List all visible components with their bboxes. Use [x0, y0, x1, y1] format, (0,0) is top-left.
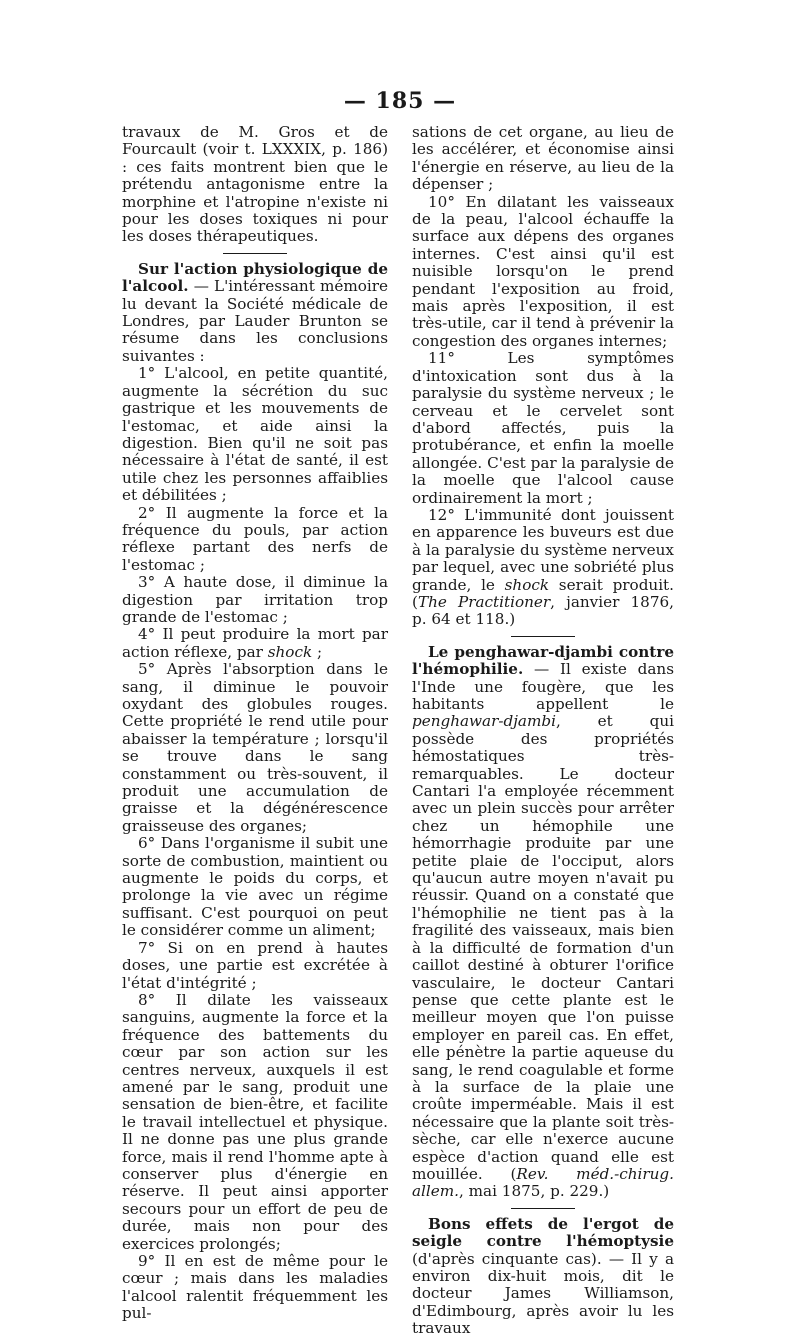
conclusion-10: 10° En dilatant les vaisseaux de la peau, l'alcool échauffe la surface aux dépens des organes internes. C'est ainsi qu'il est nuisible lorsqu'on le prend pendant l'exposition au froid, mais après l'exposition, il est très-utile, car il tend à prévenir la congestion des organes internes; [412, 192, 674, 350]
article-heading-ergot: Bons effets de l'ergot de seigle contre l'hémoptysie [412, 1214, 674, 1251]
journal-title: The Practitioner [417, 592, 551, 611]
article-ergot [412, 1216, 674, 1338]
citation: , mai 1875, p. 229.) [459, 1182, 610, 1201]
conclusion-12 [412, 507, 674, 629]
conclusion-2: 2° Il augmente la force et la fréquence du pouls, par action réflexe partant des nerfs de l'estomac ; [122, 503, 388, 574]
italic-term: shock [267, 642, 313, 661]
article-heading-penghawar: Le penghawar-djambi contre l'hémophilie. [412, 642, 674, 679]
paragraph-continuation: travaux de M. Gros et de Fourcault (voir t. LXXXIX, p. 186) : ces faits montrent bien que le prétendu antagonisme entre la morphine et l'atropine n'existe ni pour les doses toxiques ni pour les doses thérapeutiques. [122, 123, 388, 246]
conclusion-4-text: 4° Il peut produire la mort par action réflexe, par [122, 625, 388, 661]
journal-title: Rev. méd.-chirug. allem. [412, 1164, 674, 1201]
conclusion-6: 6° Dans l'organisme il subit une sorte de combustion, maintient ou augmente le poids du corps, et prolonge la vie avec un régime suffisant. C'est pourquoi on peut le considérer comme un aliment; [122, 834, 388, 940]
article-text-2: , et qui possède des propriétés hémostatiques très-remarquables. Le docteur Cantari l'a employée récemment avec un plein succès pour arrêter chez un hémophile une hémorrhagie produite par une petite plaie de l'occiput, alors qu'aucun autre moyen n'avait pu réussir. Quand on a constaté que l'hémophilie ne tient pas à la fragilité des vaisseaux, mais bien à la difficulté de formation d'un caillot destiné à obturer l'orifice vasculaire, le docteur Cantari pense que cette plante est le meilleur moyen que l'on puisse employer en pareil cas. En effet, elle pénètre la partie aqueuse du sang, le rend coagulable et forme à la surface de la plaie une croûte imperméable. Mais il est nécessaire que la plante soit très-sèche, car elle n'exerce aucune espèce d'action quand elle est mouillée. ( [412, 712, 674, 1183]
page-number: — 185 — [343, 88, 457, 114]
article-text: — Il existe dans l'Inde une fougère, que les habitants appellent le [412, 660, 674, 713]
article-penghawar [412, 644, 674, 1201]
italic-term: penghawar-djambi [412, 712, 556, 731]
conclusion-9: 9° Il en est de même pour le cœur ; mais dans les maladies l'alcool ralentit fréquemment les pul- [122, 1252, 388, 1323]
conclusion-5: 5° Après l'absorption dans le sang, il diminue le pouvoir oxydant des globules rouges. Cette propriété le rend utile pour abaisser la température ; lorsqu'il se trouve dans le sang constamment ou très-souvent, il produit une accumulation de graisse et la dégénérescence graisseuse des organes; [122, 660, 388, 835]
article-alcool [122, 261, 388, 365]
conclusion-12-text-2: serait produit. ( [412, 575, 674, 611]
section-divider [511, 1208, 575, 1209]
paragraph-continuation: sations de cet organe, au lieu de les accélérer, et économise ainsi l'énergie en réserve, au lieu de la dépenser ; [412, 123, 674, 194]
left-column [122, 124, 388, 1323]
conclusion-4 [122, 626, 388, 661]
conclusion-7: 7° Si on en prend à hautes doses, une partie est excrétée à l'état d'intégrité ; [122, 938, 388, 992]
article-heading-alcool: Sur l'action physiologique de l'alcool. [122, 259, 388, 296]
article-intro: — L'intéressant mémoire lu devant la Société médicale de Londres, par Lauder Brunton se résume dans les conclusions suivantes : [122, 277, 388, 365]
conclusion-11: 11° Les symptômes d'intoxication sont dus à la paralysie du système nerveux ; le cerveau et le cervelet sont d'abord affectés, puis la protubérance, et enfin la moelle allongée. C'est par la paralysie de la moelle que l'alcool cause ordinairement la mort ; [412, 349, 674, 507]
citation: , janvier 1876, p. 64 et 118.) [412, 592, 674, 629]
section-divider [511, 636, 575, 637]
section-divider [223, 253, 287, 254]
article-text: (d'après cinquante cas). — Il y a environ dix-huit mois, dit le docteur James Williamson, d'Edimbourg, après avoir lu les travaux [412, 1249, 674, 1338]
conclusion-4-end: ; [312, 642, 323, 661]
conclusion-3: 3° A haute dose, il diminue la digestion par irritation trop grande de l'estomac ; [122, 573, 388, 626]
conclusion-12-text: 12° L'immunité dont jouissent en apparence les buveurs est due à la paralysie du système nerveux par lequel, avec une sobriété plus grande, le [412, 505, 674, 594]
right-column [412, 124, 674, 1338]
italic-term: shock [504, 575, 550, 594]
conclusion-1: 1° L'alcool, en petite quantité, augmente la sécrétion du suc gastrique et les mouvements de l'estomac, et aide ainsi la digestion. Bien qu'il ne soit pas nécessaire à l'état de santé, il est utile chez les personnes affaiblies et débilitées ; [122, 364, 388, 505]
conclusion-8: 8° Il dilate les vaisseaux sanguins, augmente la force et la fréquence des battements du cœur par son action sur les centres nerveux, auxquels il est amené par le sang, produit une sensation de bien-être, et facilite le travail intellectuel et physique. Il ne donne pas une plus grande force, mais il rend l'homme apte à conserver plus d'énergie en réserve. Il peut ainsi apporter secours pour un effort de peu de durée, mais non pour des exercices prolongés; [122, 990, 388, 1253]
